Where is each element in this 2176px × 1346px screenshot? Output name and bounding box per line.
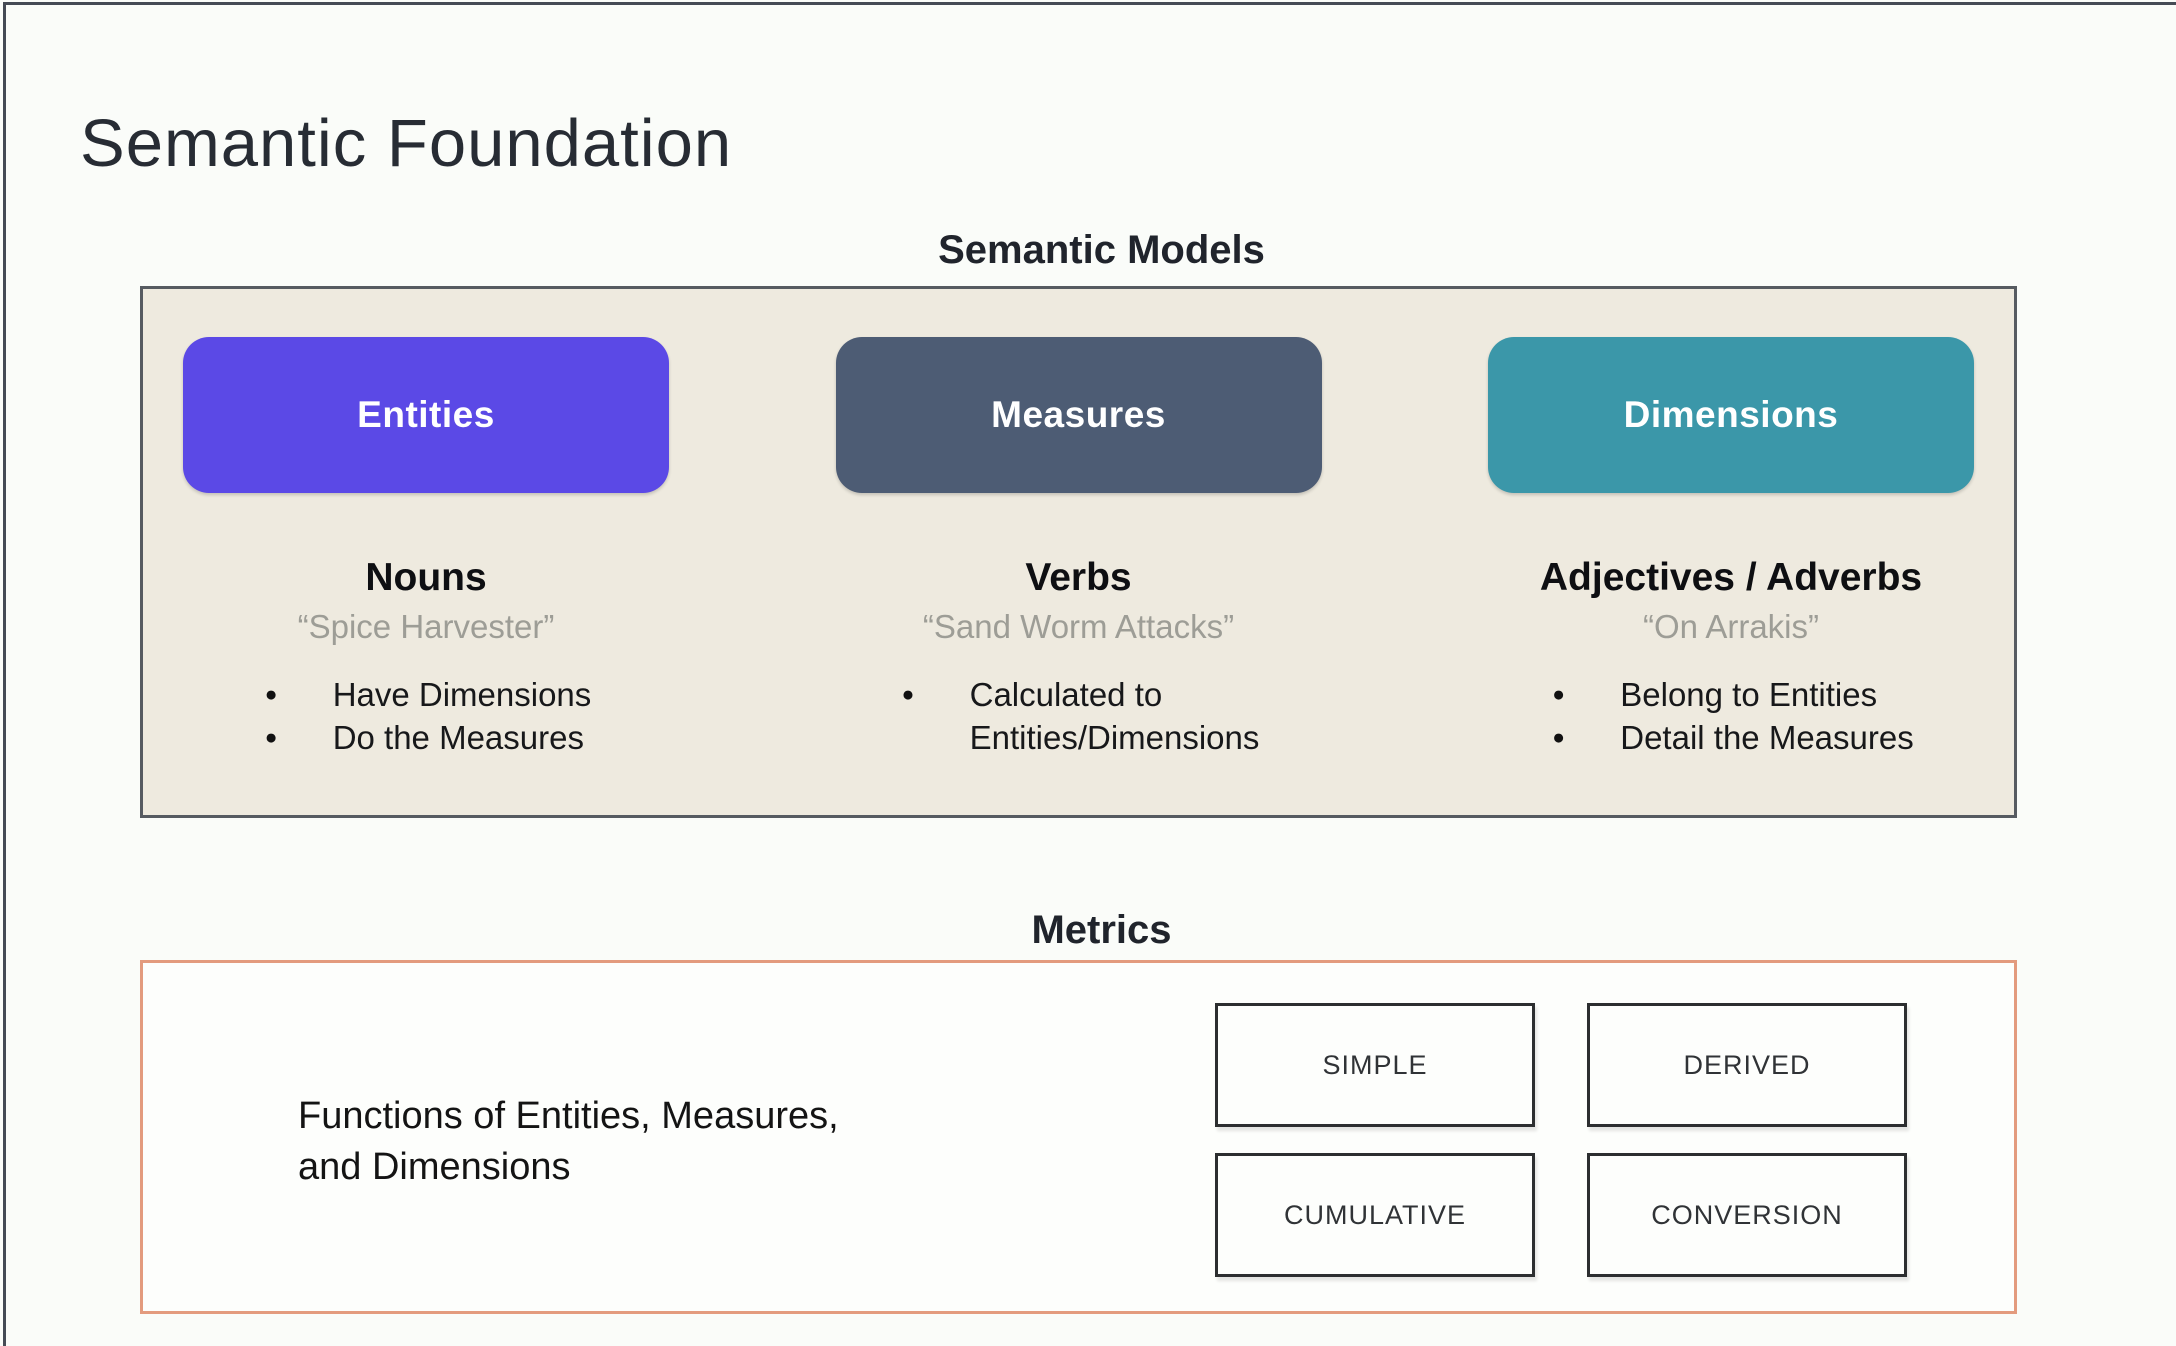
metric-type-box-derived: DERIVED — [1587, 1003, 1907, 1127]
bullet-item — [261, 673, 592, 716]
metrics-section-heading: Metrics — [1031, 908, 1172, 952]
entities-pill: Entities — [183, 337, 669, 493]
bullet-item — [1548, 716, 1913, 759]
metrics-description-line: and Dimensions — [298, 1146, 571, 1188]
dimensions-bullet-list — [1548, 673, 1913, 759]
metric-type-box-simple: SIMPLE — [1215, 1003, 1535, 1127]
models-panel — [140, 286, 2017, 818]
metric-types-grid — [1215, 1003, 1907, 1277]
measures-pill: Measures — [836, 337, 1322, 493]
page-title: Semantic Foundation — [80, 105, 733, 181]
metric-type-box-cumulative: CUMULATIVE — [1215, 1153, 1535, 1277]
bullet-text: Detail the Measures — [1620, 719, 1914, 757]
bullet-text: Have Dimensions — [332, 676, 592, 714]
metric-type-box-conversion: CONVERSION — [1587, 1153, 1907, 1277]
model-column-entities — [183, 337, 669, 815]
measures-bullet-list — [898, 673, 1260, 759]
dimensions-pill: Dimensions — [1488, 337, 1974, 493]
entities-role-label: Nouns — [365, 556, 487, 599]
bullet-item — [261, 716, 592, 759]
model-column-dimensions — [1488, 337, 1974, 815]
entities-quote-label: “Spice Harvester” — [297, 607, 555, 645]
metrics-description-line: Functions of Entities, Measures, — [298, 1095, 839, 1137]
entities-bullet-list — [261, 673, 592, 759]
bullet-item — [1548, 673, 1913, 716]
bullet-text: Entities/Dimensions — [969, 719, 1260, 757]
bullet-text: Calculated to — [969, 676, 1163, 714]
metrics-description — [298, 1091, 839, 1193]
models-section-heading: Semantic Models — [938, 228, 1265, 272]
measures-role-label: Verbs — [1025, 556, 1132, 599]
bullet-text: Do the Measures — [332, 719, 584, 757]
measures-quote-label: “Sand Worm Attacks” — [922, 607, 1235, 645]
dimensions-quote-label: “On Arrakis” — [1642, 607, 1820, 645]
dimensions-role-label: Adjectives / Adverbs — [1539, 556, 1923, 599]
bullet-item — [898, 673, 1260, 759]
bullet-text: Belong to Entities — [1620, 676, 1878, 714]
metrics-panel — [140, 960, 2017, 1314]
model-column-measures — [836, 337, 1322, 815]
